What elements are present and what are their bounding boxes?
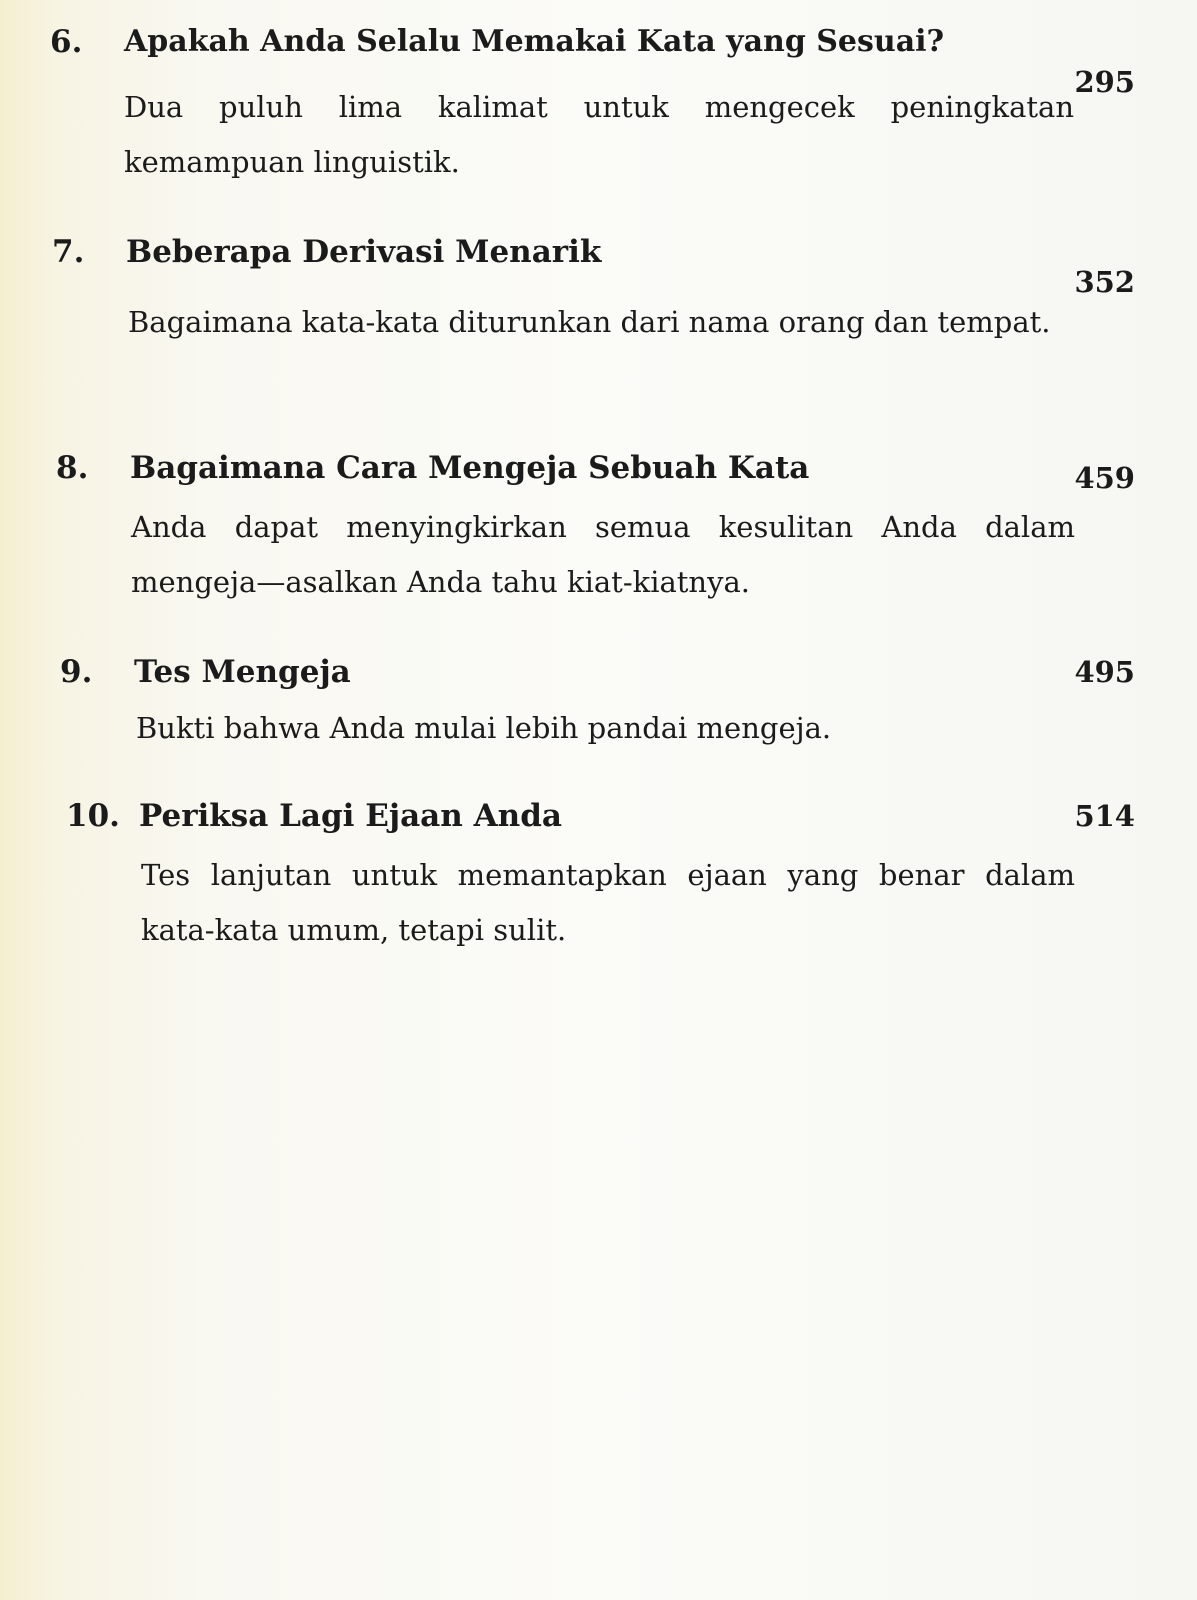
entry-title: Tes Mengeja	[134, 654, 351, 690]
entry-description: Bagaimana kata-kata diturunkan dari nama orang dan tempat.	[128, 305, 1051, 339]
entry-number: 7.	[52, 234, 85, 270]
entry-number: 9.	[60, 654, 93, 690]
entry-title: Bagaimana Cara Mengeja Sebuah Kata	[130, 450, 810, 486]
entry-page-number: 459	[1074, 461, 1135, 495]
entry-page-number: 514	[1074, 799, 1135, 833]
entry-description: Anda dapat menyingkirkan semua kesulitan Anda dalam mengeja—asalkan Anda tahu kiat-kiatnya.	[131, 510, 1075, 599]
entry-page-number: 352	[1074, 265, 1135, 299]
entry-number: 8.	[56, 450, 89, 486]
entry-page-number: 495	[1074, 655, 1135, 689]
entry-number: 6.	[50, 24, 83, 60]
entry-number: 10.	[66, 798, 120, 834]
entry-page-number: 295	[1074, 65, 1135, 99]
entry-title: Apakah Anda Selalu Memakai Kata yang Sesuai?	[124, 24, 945, 59]
entry-description: Bukti bahwa Anda mulai lebih pandai mengeja.	[136, 711, 832, 745]
entry-title: Beberapa Derivasi Menarik	[126, 234, 602, 270]
entry-title: Periksa Lagi Ejaan Anda	[139, 798, 562, 834]
entry-description: Tes lanjutan untuk memantapkan ejaan yang benar dalam kata-kata umum, tetapi sulit.	[141, 858, 1075, 947]
entry-description: Dua puluh lima kalimat untuk mengecek peningkatan kemampuan linguistik.	[124, 90, 1074, 179]
